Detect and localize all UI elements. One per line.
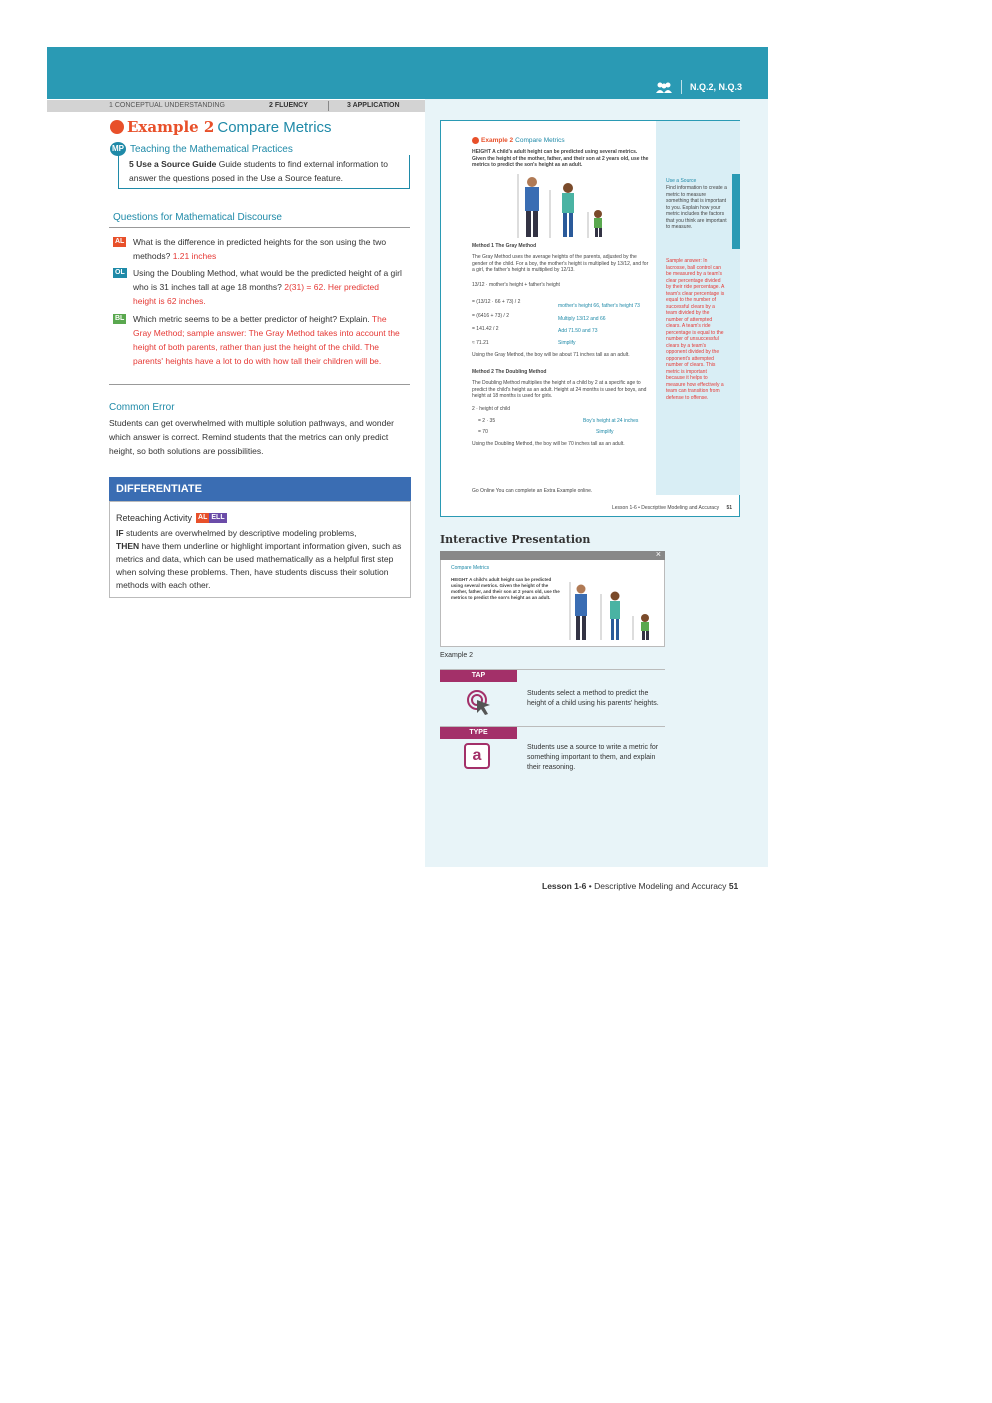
- divider: [109, 384, 410, 385]
- then-text: have them underline or highlight important information given, such as metrics and data, which can be used mathematically as a helpful first step when solving these problems. Then, have students discuss their solution methods with each other.: [116, 541, 402, 590]
- reteaching-row: [116, 513, 227, 523]
- question-al: [115, 235, 403, 263]
- common-error-text: Students can get overwhelmed with multiple solution pathways, and wonder which answer is correct. Remind students that the metrics can only predict height, so both solutions are possibilities.: [109, 418, 394, 456]
- question-ol: [115, 266, 403, 308]
- thumb-method2-text: The Doubling Method multiplies the height of a child by 2 at a specific age to predict the child's height as an adult. Height at 24 months is used for boys, and height at 18 months is used for girls.: [472, 380, 647, 399]
- slide-caption: Example 2: [440, 652, 474, 659]
- thumb-lesson: Lesson 1-6 • Descriptive Modeling and Accuracy: [612, 505, 720, 511]
- level-badge-al: AL: [115, 238, 125, 245]
- slide-text: HEIGHT A child's adult height can be predicted using several metrics. Given the height of the mother, father, and their son at 2 years old, use the metrics to predict the son's height as an adult.: [451, 577, 560, 600]
- tap-text: Students select a method to predict the height of a child using his parents' heights.: [527, 690, 659, 707]
- divider: [109, 227, 410, 228]
- thumb-m1-result: Using the Gray Method, the boy will be about 71 inches tall as an adult.: [472, 352, 630, 358]
- thumb-m1-note: Add 71.50 and 73: [558, 328, 598, 334]
- thumb-m1-note: Simplify: [558, 340, 576, 346]
- question-text: What is the difference in predicted heights for the son using the two methods?: [133, 237, 387, 261]
- thumb-m2-step: = 70: [478, 429, 488, 435]
- thumb-m2-result: Using the Doubling Method, the boy will be 70 inches tall as an adult.: [472, 441, 625, 447]
- standards-text: N.Q.2, N.Q.3: [689, 82, 742, 92]
- tag-ell: ELL: [211, 514, 225, 521]
- thumb-m2-step: = 2 · 35: [478, 418, 496, 424]
- thumb-method2-head: Method 2 The Doubling Method: [472, 369, 547, 375]
- differentiate-text: [116, 527, 406, 592]
- thumb-title-text: Compare Metrics: [515, 137, 565, 144]
- mp-heading: Teaching the Mathematical Practices: [130, 143, 293, 155]
- answer-text: The Gray Method; sample answer: The Gray Method takes into account the height of both parents, rather than just the height of the child. The parents' heights have a lot to do with how tall their children will be.: [133, 314, 400, 366]
- thumb-m2-note: Simplify: [596, 429, 614, 435]
- thumb-m1-step: 13/12 · mother's height + father's height: [472, 282, 560, 288]
- tap-label: TAP: [440, 670, 517, 682]
- thumb-page-label: [612, 505, 732, 512]
- thumb-m1-step: = (6416 + 73) / 2: [472, 313, 509, 319]
- thumb-method1-text: The Gray Method uses the average heights of the parents, adjusted by the gender of the child. For a boy, the mother's height is multiplied by 13/12, and for a girl, the father's height is multiplied by 12/13.: [472, 254, 649, 273]
- group-icon: [655, 81, 673, 93]
- thumb-m1-step: = 141.42 / 2: [472, 326, 499, 332]
- phase-bar: [47, 100, 425, 112]
- answer-text: 2(31) = 62. Her predicted height is 62 inches.: [133, 282, 379, 306]
- thumb-intro: HEIGHT A child's adult height can be predicted using several metrics. Given the height of the mother, father, and their son at 2 years old, use the metrics to predict the son's height as an adult.: [472, 149, 649, 168]
- phase-application: 3 APPLICATION: [347, 102, 400, 109]
- example-name: Compare Metrics: [217, 118, 332, 136]
- thumb-m1-note: mother's height 66, father's height 73: [558, 303, 640, 309]
- footer-lesson: Lesson 1-6: [542, 881, 587, 891]
- thumb-m2-step: 2 · height of child: [472, 406, 511, 412]
- type-label: TYPE: [440, 727, 517, 739]
- thumb-page-num: 51: [726, 505, 733, 511]
- mp-box: [118, 155, 410, 189]
- thumb-m1-note: Multiply 13/12 and 66: [558, 316, 606, 322]
- divider: [328, 101, 329, 111]
- differentiate-heading: DIFFERENTIATE: [109, 477, 411, 501]
- close-icon[interactable]: ×: [655, 549, 661, 559]
- question-text: Using the Doubling Method, what would be the predicted height of a girl who is 31 inches tall at age 18 months?: [133, 268, 402, 292]
- footer-bullet: •: [588, 881, 592, 891]
- divider: [681, 80, 682, 94]
- thumb-side-text: Find information to create a metric to measure something that is important to you. Explain how your metric includes the factors that you think are important to measure.: [666, 185, 727, 230]
- type-text: Students use a source to write a metric for something important to them, and explain their reasoning.: [527, 744, 659, 771]
- tag-al: AL: [198, 514, 208, 521]
- thumb-side-answer: Sample answer: In lacrosse, ball control can be measured by a team's clear percentage divided by their ride percentage. A team's clear percentage is equal to the number of successful clears by a team divided by the number of attempted clears. A team's ride percentage is equal to the number of unsuccessful clears by a team's opponent divided by the opponent's attempted number of clears. This metric is important because it helps to measure how effectively a team can transition from defense to offense.: [666, 258, 725, 401]
- thumbnail-strip: [732, 174, 740, 249]
- family-illustration: [510, 172, 610, 240]
- phase-fluency: 2 FLUENCY: [269, 102, 308, 109]
- example-title: [110, 118, 332, 136]
- globe-icon: [472, 137, 479, 144]
- standards: [655, 80, 742, 94]
- if-label: IF: [116, 528, 124, 538]
- mp-badge-icon: MP: [110, 142, 126, 156]
- thumb-m1-step: = (13/12 · 66 + 73) / 2: [472, 299, 521, 305]
- mp-heading-row: [110, 142, 293, 156]
- slide-illustration: [565, 580, 660, 642]
- thumb-method1-head: Method 1 The Gray Method: [472, 243, 537, 249]
- reteaching-title: Reteaching Activity: [116, 513, 193, 523]
- then-label: THEN: [116, 541, 140, 551]
- footer-title: Descriptive Modeling and Accuracy: [594, 881, 727, 891]
- thumb-m1-step: ≈ 71.21: [472, 340, 489, 346]
- thumb-title: [472, 137, 565, 144]
- interactive-heading: Interactive Presentation: [440, 533, 591, 546]
- phase-conceptual: 1 CONCEPTUAL UNDERSTANDING: [109, 102, 225, 109]
- globe-icon: [110, 120, 124, 134]
- question-bl: [115, 312, 405, 368]
- thumb-m2-note: Boy's height at 24 inches: [583, 418, 639, 424]
- thumb-go-online: Go Online You can complete an Extra Example online.: [472, 488, 593, 494]
- thumb-title-num: Example 2: [481, 137, 514, 144]
- answer-text: 1.21 inches: [172, 251, 217, 261]
- mp-text: Guide students to find external information to answer the questions posed in the Use a Source feature.: [129, 159, 388, 183]
- slide-title: Compare Metrics: [451, 565, 490, 571]
- slide-titlebar: [440, 551, 665, 560]
- question-text: Which metric seems to be a better predictor of height? Explain.: [133, 314, 370, 324]
- level-badge-bl: BL: [115, 315, 125, 322]
- level-badge-ol: OL: [115, 269, 125, 276]
- common-error-heading: Common Error: [109, 402, 175, 413]
- mp-lead: 5 Use a Source Guide: [129, 159, 217, 169]
- example-number: Example 2: [127, 118, 215, 136]
- if-text: students are overwhelmed by descriptive modeling problems,: [125, 528, 357, 538]
- questions-heading: Questions for Mathematical Discourse: [113, 212, 282, 223]
- page-footer: [542, 881, 738, 891]
- header-band: [47, 47, 768, 99]
- type-icon: a: [464, 743, 490, 769]
- tap-icon: [466, 689, 494, 717]
- footer-page: 51: [728, 881, 739, 891]
- thumb-side-head: Use a Source: [666, 178, 697, 184]
